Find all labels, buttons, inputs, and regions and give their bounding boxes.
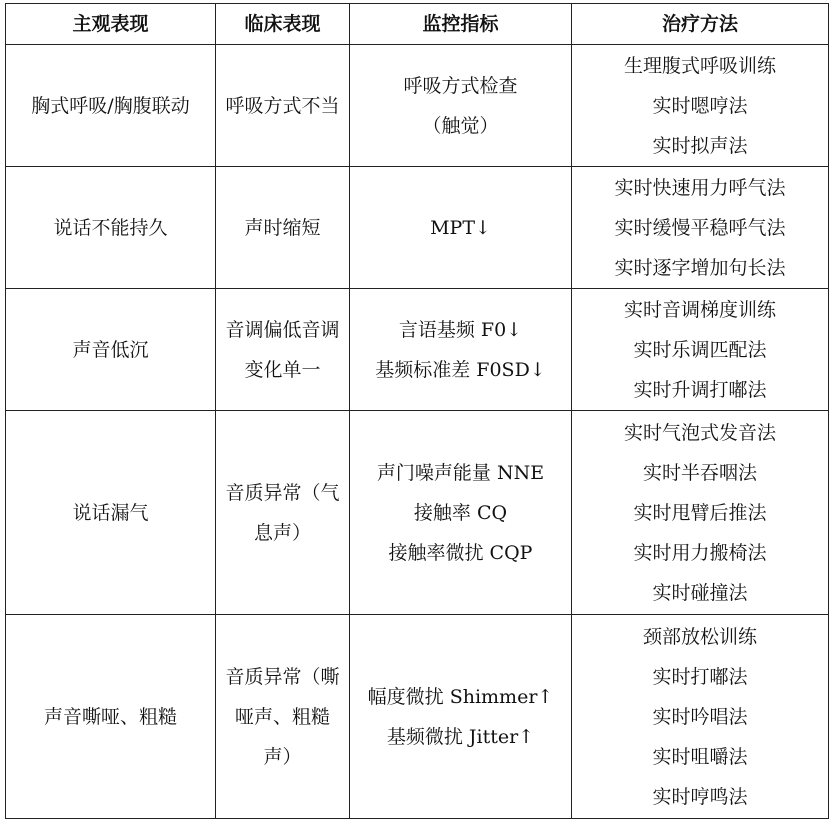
monitoring-item: 基频微扰 Jitter↑ — [386, 725, 535, 748]
monitoring-cell — [350, 289, 572, 411]
treatment-item: 实时拟声法 — [652, 134, 748, 157]
clinical-text: 呼吸方式不当 — [225, 94, 340, 117]
monitoring-cell — [350, 615, 572, 819]
clinical-cell — [216, 45, 350, 167]
header-treatment: 治疗方法 — [572, 4, 829, 45]
monitoring-item: MPT↓ — [430, 216, 491, 239]
treatment-item: 实时半吞咽法 — [642, 461, 757, 484]
treatment-item: 实时哼鸣法 — [652, 785, 748, 808]
monitoring-cell — [350, 167, 572, 289]
monitoring-item: （触觉） — [422, 114, 499, 137]
monitoring-item: 声门噪声能量 NNE — [376, 461, 545, 484]
table-row — [6, 411, 829, 615]
monitoring-item: 呼吸方式检查 — [403, 74, 518, 97]
table-row — [6, 167, 829, 289]
clinical-cell — [216, 411, 350, 615]
treatment-item: 实时碰撞法 — [652, 581, 748, 604]
treatment-item: 实时嗯哼法 — [652, 94, 748, 117]
treatment-item: 实时用力搬椅法 — [633, 541, 767, 564]
monitoring-item: 言语基频 F0↓ — [398, 318, 523, 341]
treatment-cell — [572, 615, 829, 819]
table-row — [6, 289, 829, 411]
clinical-text: 声时缩短 — [244, 216, 321, 239]
treatment-item: 实时气泡式发音法 — [623, 421, 776, 444]
subjective-text: 声音嘶哑、粗糙 — [43, 705, 177, 728]
header-row — [6, 4, 829, 45]
treatment-item: 实时吟唱法 — [652, 705, 748, 728]
clinical-text: 音调偏低音调变化单一 — [225, 318, 340, 381]
treatment-item: 实时咀嚼法 — [652, 745, 748, 768]
subjective-cell — [6, 167, 216, 289]
clinical-cell — [216, 615, 350, 819]
treatment-cell — [572, 167, 829, 289]
subjective-text: 胸式呼吸/胸腹联动 — [31, 94, 190, 117]
clinical-text: 音质异常（嘶哑声、粗糙声） — [225, 665, 340, 768]
clinical-cell — [216, 289, 350, 411]
table-row — [6, 615, 829, 819]
treatment-cell — [572, 289, 829, 411]
monitoring-item: 幅度微扰 Shimmer↑ — [367, 685, 554, 708]
treatment-item: 实时乐调匹配法 — [633, 338, 767, 361]
clinical-text: 音质异常（气息声） — [225, 481, 340, 544]
monitoring-item: 基频标准差 F0SD↓ — [375, 358, 546, 381]
subjective-text: 说话漏气 — [72, 501, 149, 524]
header-subjective: 主观表现 — [6, 4, 216, 45]
treatment-item: 实时升调打嘟法 — [633, 378, 767, 401]
subjective-cell — [6, 411, 216, 615]
clinical-cell — [216, 167, 350, 289]
header-monitoring: 监控指标 — [350, 4, 572, 45]
treatment-item: 实时缓慢平稳呼气法 — [614, 216, 786, 239]
monitoring-cell — [350, 411, 572, 615]
treatment-item: 实时快速用力呼气法 — [614, 176, 786, 199]
subjective-cell — [6, 45, 216, 167]
treatment-item: 实时音调梯度训练 — [623, 298, 776, 321]
symptom-treatment-table — [5, 3, 829, 819]
treatment-cell — [572, 45, 829, 167]
monitoring-cell — [350, 45, 572, 167]
subjective-cell — [6, 615, 216, 819]
subjective-cell — [6, 289, 216, 411]
header-clinical: 临床表现 — [216, 4, 350, 45]
treatment-item: 颈部放松训练 — [642, 625, 757, 648]
table-row — [6, 45, 829, 167]
subjective-text: 声音低沉 — [72, 338, 149, 361]
treatment-item: 实时甩臂后推法 — [633, 501, 767, 524]
treatment-cell — [572, 411, 829, 615]
monitoring-item: 接触率 CQ — [413, 501, 508, 524]
treatment-item: 实时逐字增加句长法 — [614, 256, 786, 279]
treatment-item: 生理腹式呼吸训练 — [623, 54, 776, 77]
treatment-item: 实时打嘟法 — [652, 665, 748, 688]
subjective-text: 说话不能持久 — [53, 216, 168, 239]
monitoring-item: 接触率微扰 CQP — [388, 541, 533, 564]
